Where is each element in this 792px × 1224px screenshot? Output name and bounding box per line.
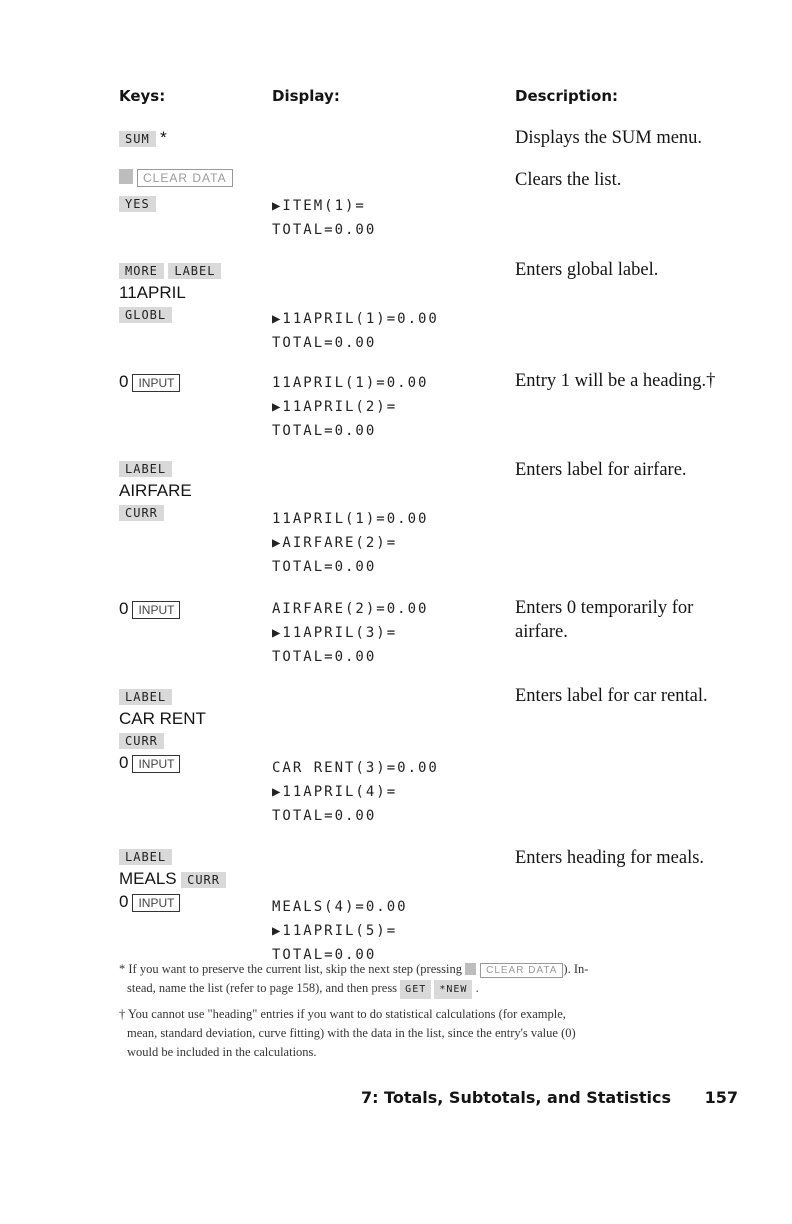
display-line: TOTAL=0.00 bbox=[272, 335, 377, 351]
footnote-line: would be included in the calculations. bbox=[127, 1045, 317, 1059]
row-8-keys bbox=[119, 688, 206, 773]
typed-text: MEALS bbox=[119, 869, 177, 888]
row-6-display bbox=[272, 507, 428, 579]
row-7-keys bbox=[119, 599, 180, 619]
display-line: AIRFARE(2)=0.00 bbox=[272, 601, 429, 617]
more-menu-key: MORE bbox=[119, 263, 164, 279]
typed-text: CAR RENT bbox=[119, 709, 206, 728]
row-9-description: Enters heading for meals. bbox=[515, 848, 705, 868]
display-line: ▶11APRIL(1)=0.00 bbox=[272, 311, 439, 327]
yes-menu-key: YES bbox=[119, 196, 156, 212]
row-7-display bbox=[272, 597, 428, 669]
page-footer bbox=[361, 1088, 738, 1107]
row-8-display bbox=[272, 756, 439, 828]
display-line: CAR RENT(3)=0.00 bbox=[272, 760, 439, 776]
row-4-keys bbox=[119, 262, 221, 324]
footnote-1 bbox=[119, 960, 739, 999]
footnote-line: † You cannot use "heading" entries if you want to do statistical calculations (for example, bbox=[119, 1007, 566, 1021]
row-5-description: Entry 1 will be a heading.† bbox=[515, 371, 716, 391]
display-line: 11APRIL(1)=0.00 bbox=[272, 511, 429, 527]
row-9-keys bbox=[119, 848, 226, 912]
row-6-keys bbox=[119, 460, 192, 522]
curr-menu-key: CURR bbox=[119, 733, 164, 749]
row-5-keys bbox=[119, 372, 180, 392]
row-9-display bbox=[272, 895, 408, 967]
footnote-2 bbox=[119, 1005, 739, 1062]
input-key: INPUT bbox=[132, 894, 180, 912]
row-2-description: Clears the list. bbox=[515, 170, 622, 190]
curr-menu-key: CURR bbox=[119, 505, 164, 521]
description-header: Description: bbox=[515, 87, 619, 105]
row-4-description: Enters global label. bbox=[515, 260, 659, 280]
row-4-display bbox=[272, 307, 439, 355]
typed-number: 0 bbox=[119, 372, 129, 391]
row-3-display bbox=[272, 194, 376, 242]
footnote-text: stead, name the list (refer to page 158), and then press bbox=[127, 981, 398, 995]
display-line: 11APRIL(1)=0.00 bbox=[272, 375, 429, 391]
display-line: ▶ITEM(1)= bbox=[272, 198, 366, 214]
display-line: TOTAL=0.00 bbox=[272, 808, 377, 824]
row-6-description: Enters label for airfare. bbox=[515, 460, 687, 480]
globl-menu-key: GLOBL bbox=[119, 307, 172, 323]
display-line: TOTAL=0.00 bbox=[272, 947, 377, 963]
shift-key-icon bbox=[119, 169, 133, 184]
row-1-keys bbox=[119, 128, 167, 148]
get-menu-key: GET bbox=[400, 980, 431, 999]
display-line: ▶11APRIL(4)= bbox=[272, 784, 398, 800]
row-5-display bbox=[272, 371, 428, 443]
row-1-description: Displays the SUM menu. bbox=[515, 128, 703, 148]
clear-data-key: CLEAR DATA bbox=[480, 963, 563, 978]
page-number: 157 bbox=[704, 1088, 738, 1107]
curr-menu-key: CURR bbox=[181, 872, 226, 888]
footnote-mark: * bbox=[160, 128, 167, 147]
sum-menu-key: SUM bbox=[119, 131, 156, 147]
clear-data-key: CLEAR DATA bbox=[137, 169, 233, 187]
shift-key-icon bbox=[465, 963, 476, 975]
input-key: INPUT bbox=[132, 374, 180, 392]
typed-text: 11APRIL bbox=[119, 283, 186, 302]
footnote-text: ). In- bbox=[563, 962, 589, 976]
typed-number: 0 bbox=[119, 892, 129, 911]
label-menu-key: LABEL bbox=[119, 849, 172, 865]
label-menu-key: LABEL bbox=[168, 263, 221, 279]
display-line: TOTAL=0.00 bbox=[272, 222, 377, 238]
display-line: TOTAL=0.00 bbox=[272, 423, 377, 439]
display-line: ▶11APRIL(3)= bbox=[272, 625, 398, 641]
label-menu-key: LABEL bbox=[119, 689, 172, 705]
row-2-keys bbox=[119, 169, 233, 187]
row-3-keys bbox=[119, 195, 156, 213]
row-8-description: Enters label for car rental. bbox=[515, 686, 708, 706]
keys-header: Keys: bbox=[119, 87, 166, 105]
new-menu-key: *NEW bbox=[434, 980, 472, 999]
display-line: MEALS(4)=0.00 bbox=[272, 899, 408, 915]
display-line: TOTAL=0.00 bbox=[272, 559, 377, 575]
input-key: INPUT bbox=[132, 601, 180, 619]
display-line: ▶11APRIL(2)= bbox=[272, 399, 398, 415]
label-menu-key: LABEL bbox=[119, 461, 172, 477]
display-header: Display: bbox=[272, 87, 340, 105]
footnote-text: . bbox=[475, 981, 479, 995]
footnote-text: * If you want to preserve the current list, skip the next step (pressing bbox=[119, 962, 462, 976]
input-key: INPUT bbox=[132, 755, 180, 773]
display-line: ▶11APRIL(5)= bbox=[272, 923, 398, 939]
typed-number: 0 bbox=[119, 753, 129, 772]
footnote-line: mean, standard deviation, curve fitting) with the data in the list, since the entry's value (0) bbox=[127, 1026, 576, 1040]
row-7-description: Enters 0 temporarily for airfare. bbox=[515, 598, 694, 642]
display-line: ▶AIRFARE(2)= bbox=[272, 535, 398, 551]
typed-text: AIRFARE bbox=[119, 481, 192, 500]
typed-number: 0 bbox=[119, 599, 129, 618]
chapter-title: 7: Totals, Subtotals, and Statistics bbox=[360, 1088, 672, 1107]
display-line: TOTAL=0.00 bbox=[272, 649, 377, 665]
